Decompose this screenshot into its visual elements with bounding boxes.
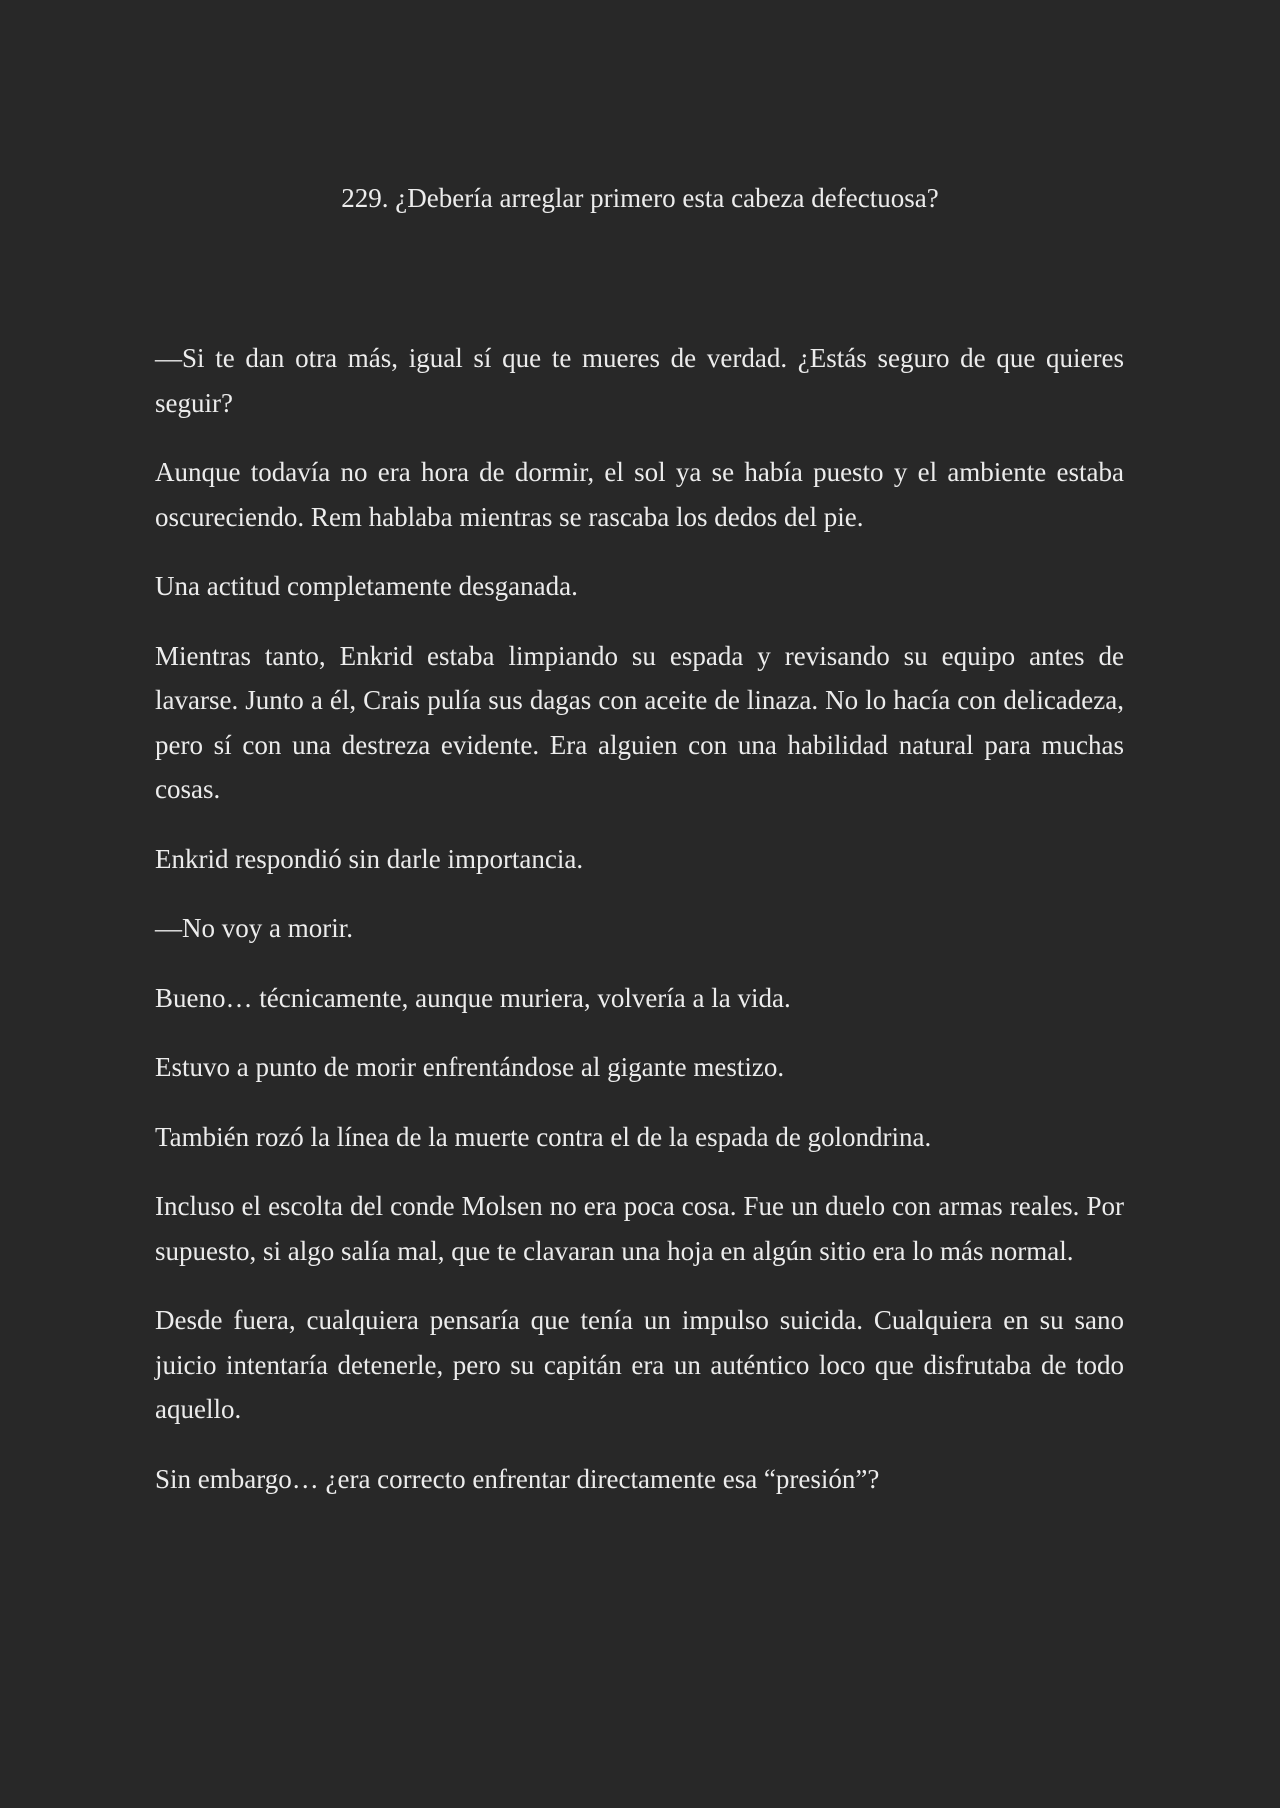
paragraph: Estuvo a punto de morir enfrentándose al gigante mestizo. xyxy=(155,1052,785,1082)
paragraph: Incluso el escolta del conde Molsen no era poca cosa. Fue un duelo con armas reales. Por supuesto, si algo salía mal, que te clavaran una hoja en algún sitio era lo más normal. xyxy=(155,1191,1124,1266)
paragraph: También rozó la línea de la muerte contra el de la espada de golondrina. xyxy=(155,1121,932,1152)
paragraph: Una actitud completamente desganada. xyxy=(155,571,578,601)
paragraph: —Si te dan otra más, igual sí que te mueres de verdad. ¿Estás seguro de que quieres seguir? xyxy=(155,343,1124,418)
paragraph: Bueno… técnicamente, aunque muriera, volvería a la vida. xyxy=(155,982,791,1013)
chapter-body xyxy=(155,336,1124,1526)
chapter-title: 229. ¿Debería arreglar primero esta cabeza defectuosa? xyxy=(341,183,939,213)
paragraph: Sin embargo… ¿era correcto enfrentar directamente esa “presión”? xyxy=(155,1463,880,1494)
paragraph: Aunque todavía no era hora de dormir, el sol ya se había puesto y el ambiente estaba oscureciendo. Rem hablaba mientras se rascaba los dedos del pie. xyxy=(155,457,1124,532)
paragraph: Mientras tanto, Enkrid estaba limpiando su espada y revisando su equipo antes de lavarse. Junto a él, Crais pulía sus dagas con aceite de linaza. No lo hacía con delicadeza, pero sí con una destreza evidente. Era alguien con una habilidad natural para muchas cosas. xyxy=(155,640,1124,804)
paragraph: —No voy a morir. xyxy=(155,913,353,943)
paragraph: Enkrid respondió sin darle importancia. xyxy=(155,843,584,874)
paragraph: Desde fuera, cualquiera pensaría que tenía un impulso suicida. Cualquiera en su sano juicio intentaría detenerle, pero su capitán era un auténtico loco que disfrutaba de todo aquello. xyxy=(155,1305,1124,1424)
